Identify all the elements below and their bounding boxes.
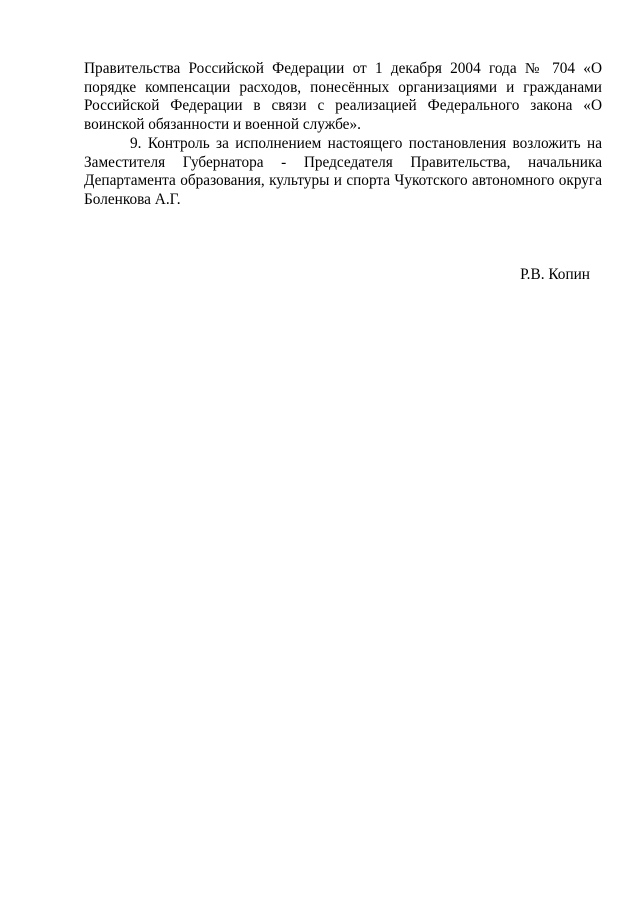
document-body: [84, 60, 602, 210]
paragraph-item-9: 9. Контроль за исполнением настоящего постановления возложить на Заместителя Губернатора - Председателя Правительства, начальника Департамента образования, культуры и спорта Чукотского автономного округа Боленкова А.Г.: [84, 134, 602, 208]
signature-name: Р.В. Копин: [520, 266, 590, 283]
paragraph-continuation: Правительства Российской Федерации от 1 декабря 2004 года № 704 «О порядке компенсации расходов, понесённых организациями и гражданами Российской Федерации в связи с реализацией Федерального закона «О воинской обязанности и военной службе».: [84, 60, 602, 134]
